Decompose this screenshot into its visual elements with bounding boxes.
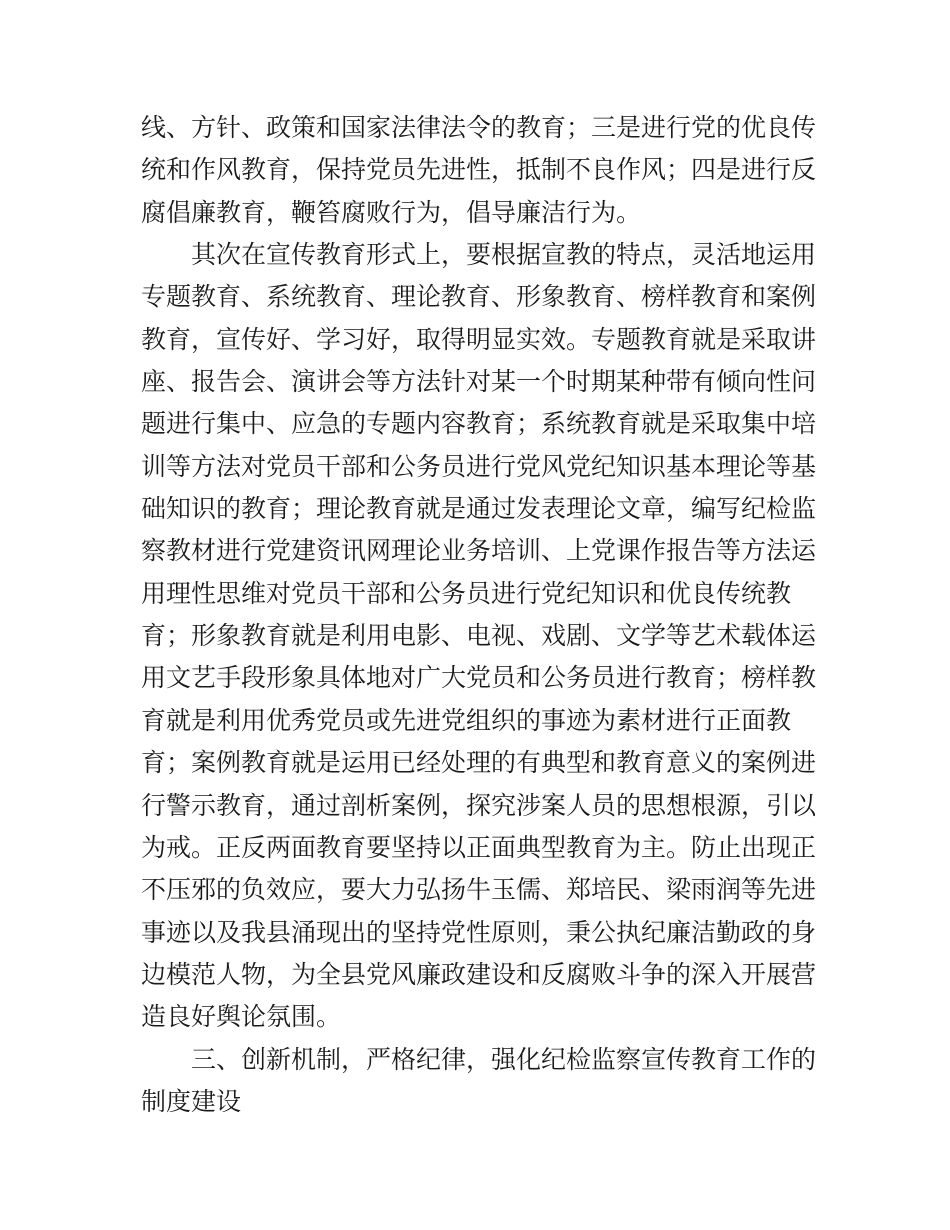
text-line: 察教材进行党建资讯网理论业务培训、上党课作报告等方法运 <box>141 536 817 566</box>
text-line: 造良好舆论氛围。 <box>141 1002 342 1032</box>
text-line: 题进行集中、应急的专题内容教育；系统教育就是采取集中培 <box>141 409 817 439</box>
text-line: 腐倡廉教育，鞭笞腐败行为，倡导廉洁行为。 <box>141 197 642 227</box>
text-line: 行警示教育，通过剖析案例，探究涉案人员的思想根源，引以 <box>141 790 817 820</box>
section-heading-line: 三、创新机制，严格纪律，强化纪检监察宣传教育工作的 <box>191 1044 817 1074</box>
text-line: 育就是利用优秀党员或先进党组织的事迹为素材进行正面教 <box>141 705 792 735</box>
text-line: 教育，宣传好、学习好，取得明显实效。专题教育就是采取讲 <box>141 324 817 354</box>
document-body <box>141 107 821 1123</box>
text-line: 训等方法对党员干部和公务员进行党风党纪知识基本理论等基 <box>141 451 817 481</box>
text-line: 用理性思维对党员干部和公务员进行党纪知识和优良传统教 <box>141 578 792 608</box>
text-line: 用文艺手段形象具体地对广大党员和公务员进行教育；榜样教 <box>141 663 817 693</box>
text-line: 专题教育、系统教育、理论教育、形象教育、榜样教育和案例 <box>141 282 817 312</box>
text-line: 座、报告会、演讲会等方法针对某一个时期某种带有倾向性问 <box>141 367 817 397</box>
text-line: 不压邪的负效应，要大力弘扬牛玉儒、郑培民、梁雨润等先进 <box>141 875 817 905</box>
text-line: 统和作风教育，保持党员先进性，抵制不良作风；四是进行反 <box>141 155 817 185</box>
text-line: 育；形象教育就是利用电影、电视、戏剧、文学等艺术载体运 <box>141 621 817 651</box>
text-line: 事迹以及我县涌现出的坚持党性原则，秉公执纪廉洁勤政的身 <box>141 917 817 947</box>
text-line: 边模范人物，为全县党风廉政建设和反腐败斗争的深入开展营 <box>141 959 817 989</box>
text-line: 育；案例教育就是运用已经处理的有典型和教育意义的案例进 <box>141 748 817 778</box>
paragraph-start-line: 其次在宣传教育形式上，要根据宣教的特点，灵活地运用 <box>191 240 817 270</box>
text-line: 为戒。正反两面教育要坚持以正面典型教育为主。防止出现正 <box>141 832 817 862</box>
section-heading-line: 制度建设 <box>141 1086 242 1116</box>
text-line: 础知识的教育；理论教育就是通过发表理论文章，编写纪检监 <box>141 494 817 524</box>
text-line: 线、方针、政策和国家法律法令的教育；三是进行党的优良传 <box>141 113 817 142</box>
